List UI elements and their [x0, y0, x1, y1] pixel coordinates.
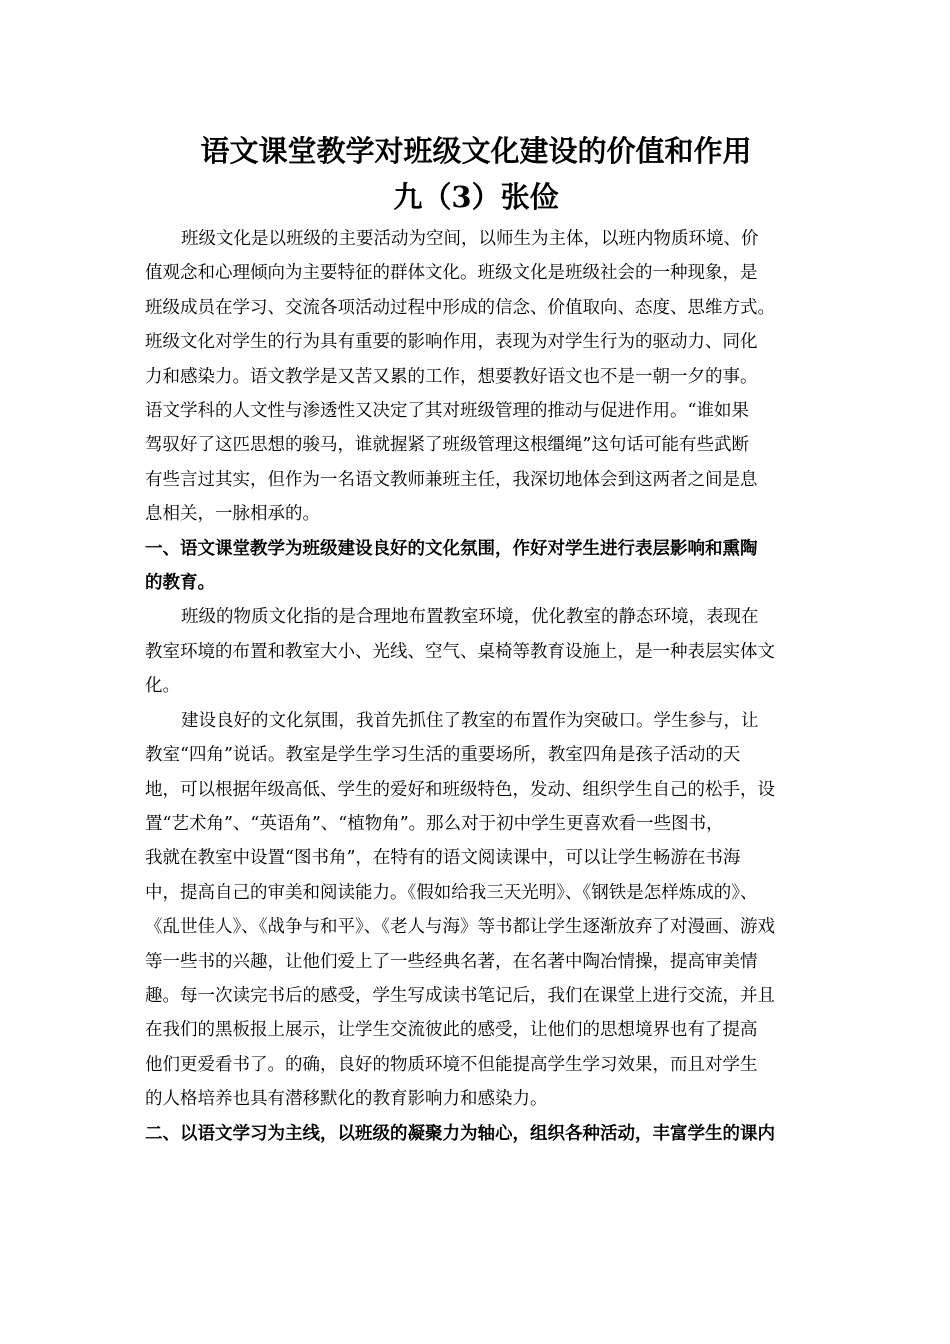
text-line: 《乱世佳人》、《战争与和平》、《老人与海》等书都让学生逐渐放弃了对漫画、游戏 [145, 917, 775, 938]
text-line: 置“艺术角”、“英语角”、“植物角”。那么对于初中学生更喜欢看一些图书， [145, 813, 724, 834]
text-line: 建设良好的文化氛围，我首先抓住了教室的布置作为突破口。学生参与，让 [181, 710, 759, 731]
text-line: 班级文化对学生的行为具有重要的影响作用，表现为对学生行为的驱动力、同化 [145, 332, 758, 353]
text-line: 在我们的黑板报上展示，让学生交流彼此的感受，让他们的思想境界也有了提高 [145, 1020, 758, 1041]
heading-line: 二、以语文学习为主线，以班级的凝聚力为轴心，组织各种活动，丰富学生的课内 [145, 1123, 775, 1144]
section-1-heading [145, 532, 807, 601]
section-1-paragraph-2 [145, 704, 807, 1117]
intro-paragraph [145, 222, 807, 532]
text-line: 值观念和心理倾向为主要特征的群体文化。班级文化是班级社会的一种现象，是 [145, 263, 758, 284]
text-line: 力和感染力。语文教学是又苦又累的工作，想要教好语文也不是一朝一夕的事。 [145, 366, 758, 387]
text-line: 有些言过其实，但作为一名语文教师兼班主任，我深切地体会到这两者之间是息 [145, 469, 758, 490]
text-line: 教室“四角”说话。教室是学生学习生活的重要场所，教室四角是孩子活动的天 [145, 745, 741, 766]
heading-line: 一、语文课堂教学为班级建设良好的文化氛围，作好对学生进行表层影响和熏陶 [145, 538, 758, 559]
text-line: 我就在教室中设置“图书角”，在特有的语文阅读课中，可以让学生畅游在书海 [145, 848, 741, 869]
text-line: 的人格培养也具有潜移默化的教育影响力和感染力。 [145, 1089, 548, 1110]
section-1-paragraph-1 [145, 600, 807, 703]
text-line: 等一些书的兴趣，让他们爱上了一些经典名著，在名著中陶冶情操，提高审美情 [145, 951, 758, 972]
text-line: 趣。每一次读完书后的感受，学生写成读书笔记后，我们在课堂上进行交流，并且 [145, 985, 775, 1006]
text-line: 地，可以根据年级高低、学生的爱好和班级特色，发动、组织学生自己的松手，设 [145, 779, 775, 800]
text-line: 他们更爱看书了。的确，良好的物质环境不但能提高学生学习效果，而且对学生 [145, 1054, 758, 1075]
author-line: 九（3）张俭 [393, 180, 559, 214]
text-line: 中，提高自己的审美和阅读能力。《假如给我三天光明》、《钢铁是怎样炼成的》、 [145, 882, 758, 903]
heading-line: 的教育。 [145, 573, 215, 594]
text-line: 驾驭好了这匹思想的骏马，谁就握紧了班级管理这根缰绳”这句话可能有些武断 [145, 435, 749, 456]
document-title: 语文课堂教学对班级文化建设的价值和作用 [200, 134, 752, 168]
text-line: 语文学科的人文性与渗透性又决定了其对班级管理的推动与促进作用。“谁如果 [145, 401, 749, 422]
section-2-heading [145, 1117, 807, 1151]
document-page [145, 128, 807, 1151]
text-line: 班级文化是以班级的主要活动为空间，以师生为主体，以班内物质环境、价 [181, 229, 759, 249]
text-line: 化。 [145, 676, 180, 697]
text-line: 班级成员在学习、交流各项活动过程中形成的信念、价值取向、态度、思维方式。 [145, 297, 775, 318]
text-line: 教室环境的布置和教室大小、光线、空气、桌椅等教育设施上，是一种表层实体文 [145, 641, 775, 662]
text-line: 班级的物质文化指的是合理地布置教室环境，优化教室的静态环境，表现在 [181, 607, 759, 628]
text-line: 息相关，一脉相承的。 [145, 504, 320, 525]
